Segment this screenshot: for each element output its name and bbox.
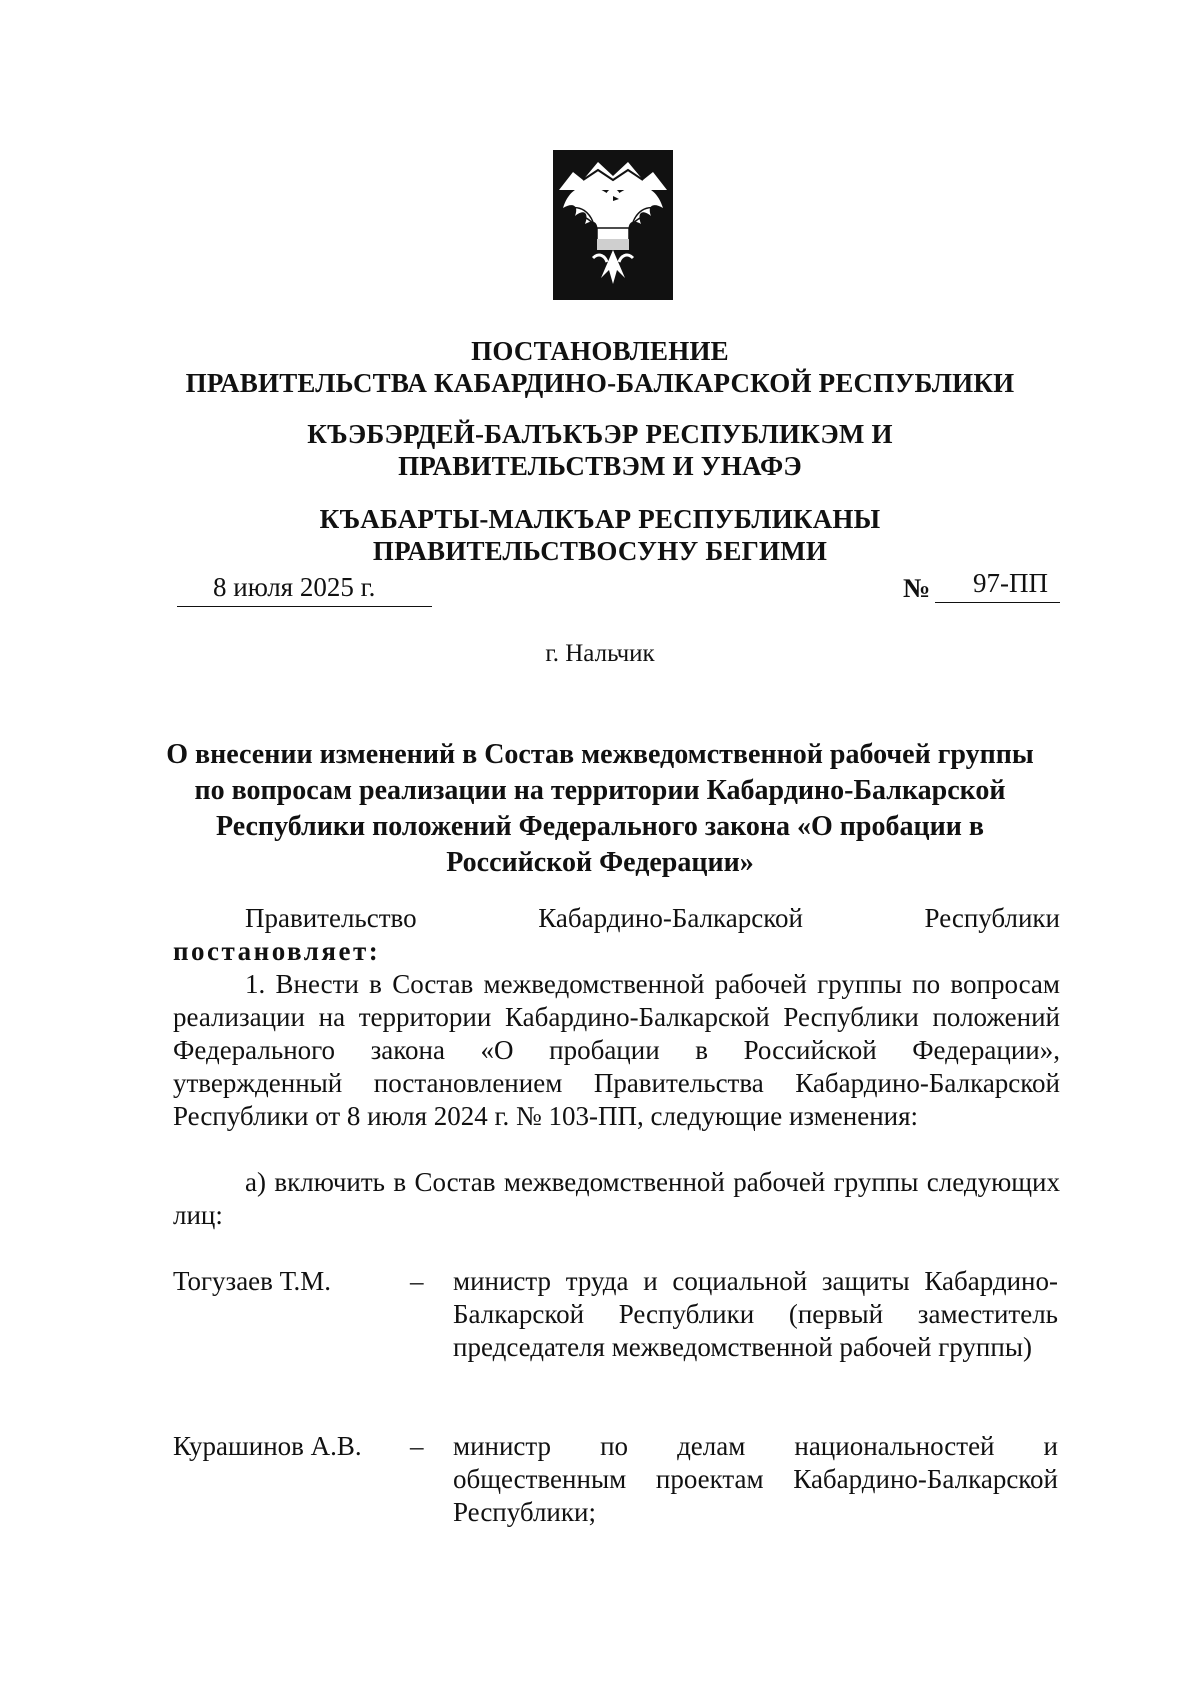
doc-number: 97-ПП (935, 564, 1060, 603)
person-role: министр труда и социальной защиты Кабардино-Балкарской Республики (первый заместитель председателя межведомственной рабочей группы) (453, 1266, 1058, 1362)
government-name-krc: КЪАБАРТЫ-МАЛКЪАР РЕСПУБЛИКАНЫ ПРАВИТЕЛЬСТВОСУНУ БЕГИМИ (319, 504, 881, 566)
person-name: Курашинов А.В. (173, 1431, 362, 1461)
person-dash: – (410, 1431, 424, 1461)
government-name-kbd: КЪЭБЭРДЕЙ-БАЛЪКЪЭР РЕСПУБЛИКЭМ И ПРАВИТЕЛЬСТВЭМ И УНАФЭ (307, 419, 893, 481)
item-1a-text: а) включить в Состав межведомственной рабочей группы следующих лиц: (173, 1167, 1060, 1230)
preamble-word-3: Республики (924, 903, 1060, 933)
government-name-ru: ПРАВИТЕЛЬСТВА КАБАРДИНО-БАЛКАРСКОЙ РЕСПУБЛИКИ (185, 368, 1015, 398)
preamble (173, 902, 1060, 968)
person-role: министр по делам национальностей и общественным проектам Кабардино-Балкарской Республики; (453, 1431, 1058, 1527)
doc-type: ПОСТАНОВЛЕНИЕ (471, 336, 729, 366)
person-name: Тогузаев Т.М. (173, 1266, 331, 1296)
person-dash: – (410, 1266, 424, 1296)
coat-of-arms-icon (553, 150, 673, 300)
preamble-line (173, 902, 1060, 935)
item-1-text: 1. Внести в Состав межведомственной рабочей группы по вопросам реализации на территории Кабардино-Балкарской Республики положений Федерального закона «О пробации в Российской Федерации», утвержденный постановлением Правительства Кабардино-Балкарской Республики от 8 июля 2024 г. № 103-ПП, следующие изменения: (173, 969, 1060, 1131)
preamble-verb: постановляет: (173, 936, 381, 966)
doc-city: г. Нальчик (545, 640, 655, 667)
doc-number-label: № (903, 573, 931, 603)
doc-heading (0, 335, 1200, 399)
doc-title: О внесении изменений в Состав межведомственной рабочей группы по вопросам реализации на территории Кабардино-Балкарской Республики положений Федерального закона «О пробации в Российской Федерации» (166, 739, 1034, 878)
doc-date: 8 июля 2025 г. (177, 568, 432, 607)
preamble-word-2: Кабардино-Балкарской (538, 903, 803, 933)
preamble-word-1: Правительство (245, 903, 417, 933)
